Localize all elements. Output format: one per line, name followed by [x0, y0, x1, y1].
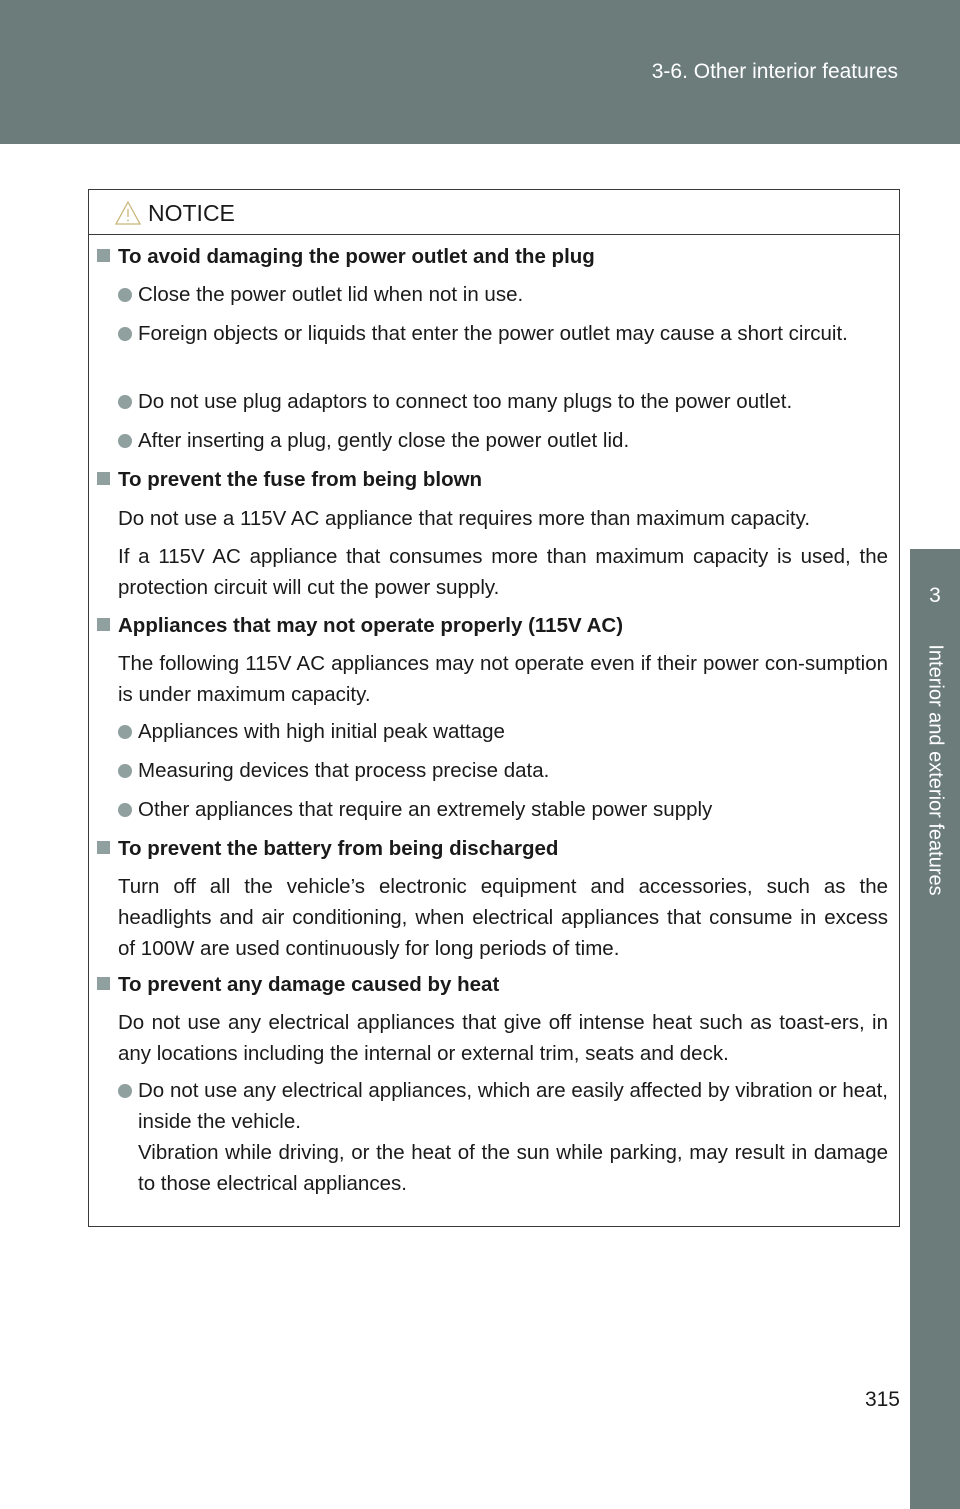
bullet-item: [118, 279, 888, 310]
bullet-item: [118, 794, 888, 825]
bullet-dot-icon: [118, 725, 132, 739]
paragraph: Turn off all the vehicle’s electronic equipment and accessories, such as the headlights and air conditioning, when electrical appliances that consume in excess of 100W are used continuously for long periods of time.: [118, 875, 888, 960]
heading-text: To prevent any damage caused by heat: [118, 973, 500, 996]
bullet-continuation: [118, 1137, 888, 1199]
heading-text: To prevent the battery from being discharged: [118, 837, 559, 860]
square-bullet-icon: [97, 618, 110, 631]
section-title: 3-6. Other interior features: [651, 60, 898, 83]
square-bullet-icon: [97, 249, 110, 262]
bullet-text: Close the power outlet lid when not in use.: [138, 283, 524, 306]
page-number: 315: [864, 1388, 900, 1411]
section-heading: [97, 610, 623, 641]
section-heading: [97, 464, 482, 495]
bullet-dot-icon: [118, 803, 132, 817]
bullet-item: [118, 716, 888, 747]
notice-header: [89, 190, 899, 235]
chapter-title: Interior and exterior features: [924, 644, 947, 896]
section-heading: [97, 241, 595, 272]
paragraph: Do not use a 115V AC appliance that requires more than maximum capacity.: [118, 507, 811, 530]
square-bullet-icon: [97, 472, 110, 485]
bullet-continuation-text: Vibration while driving, or the heat of the sun while parking, may result in damage to those electrical appliances.: [138, 1141, 888, 1195]
bullet-text: Other appliances that require an extremely stable power supply: [138, 798, 713, 821]
bullet-item: [118, 318, 888, 349]
warning-triangle-icon: [114, 200, 142, 231]
heading-text: Appliances that may not operate properly (115V AC): [118, 614, 624, 637]
heading-text: To avoid damaging the power outlet and the plug: [118, 245, 595, 268]
bullet-text: Appliances with high initial peak wattage: [138, 720, 505, 743]
bullet-item: [118, 386, 888, 417]
bullet-dot-icon: [118, 1084, 132, 1098]
bullet-dot-icon: [118, 764, 132, 778]
bullet-dot-icon: [118, 434, 132, 448]
notice-box: [88, 189, 900, 1227]
bullet-item: [118, 755, 888, 786]
bullet-text: After inserting a plug, gently close the power outlet lid.: [138, 429, 630, 452]
chapter-number: 3: [929, 584, 941, 607]
bullet-dot-icon: [118, 288, 132, 302]
bullet-text: Foreign objects or liquids that enter the power outlet may cause a short circuit.: [138, 322, 848, 345]
square-bullet-icon: [97, 977, 110, 990]
square-bullet-icon: [97, 841, 110, 854]
heading-text: To prevent the fuse from being blown: [118, 468, 483, 491]
bullet-item: [118, 425, 888, 456]
bullet-item: [118, 1075, 888, 1137]
paragraph: Do not use any electrical appliances that give off intense heat such as toast-ers, in any locations including the internal or external trim, seats and deck.: [118, 1011, 888, 1065]
section-heading: [97, 833, 558, 864]
notice-title: NOTICE: [148, 200, 235, 226]
bullet-dot-icon: [118, 395, 132, 409]
bullet-dot-icon: [118, 327, 132, 341]
bullet-text: Do not use any electrical appliances, which are easily affected by vibration or heat, inside the vehicle.: [138, 1079, 888, 1133]
bullet-text: Measuring devices that process precise data.: [138, 759, 550, 782]
page-header: [0, 0, 960, 144]
paragraph: If a 115V AC appliance that consumes more than maximum capacity is used, the protection circuit will cut the power supply.: [118, 545, 888, 599]
paragraph: The following 115V AC appliances may not operate even if their power con-sumption is under maximum capacity.: [118, 652, 888, 706]
bullet-text: Do not use plug adaptors to connect too many plugs to the power outlet.: [138, 390, 793, 413]
section-heading: [97, 969, 499, 1000]
